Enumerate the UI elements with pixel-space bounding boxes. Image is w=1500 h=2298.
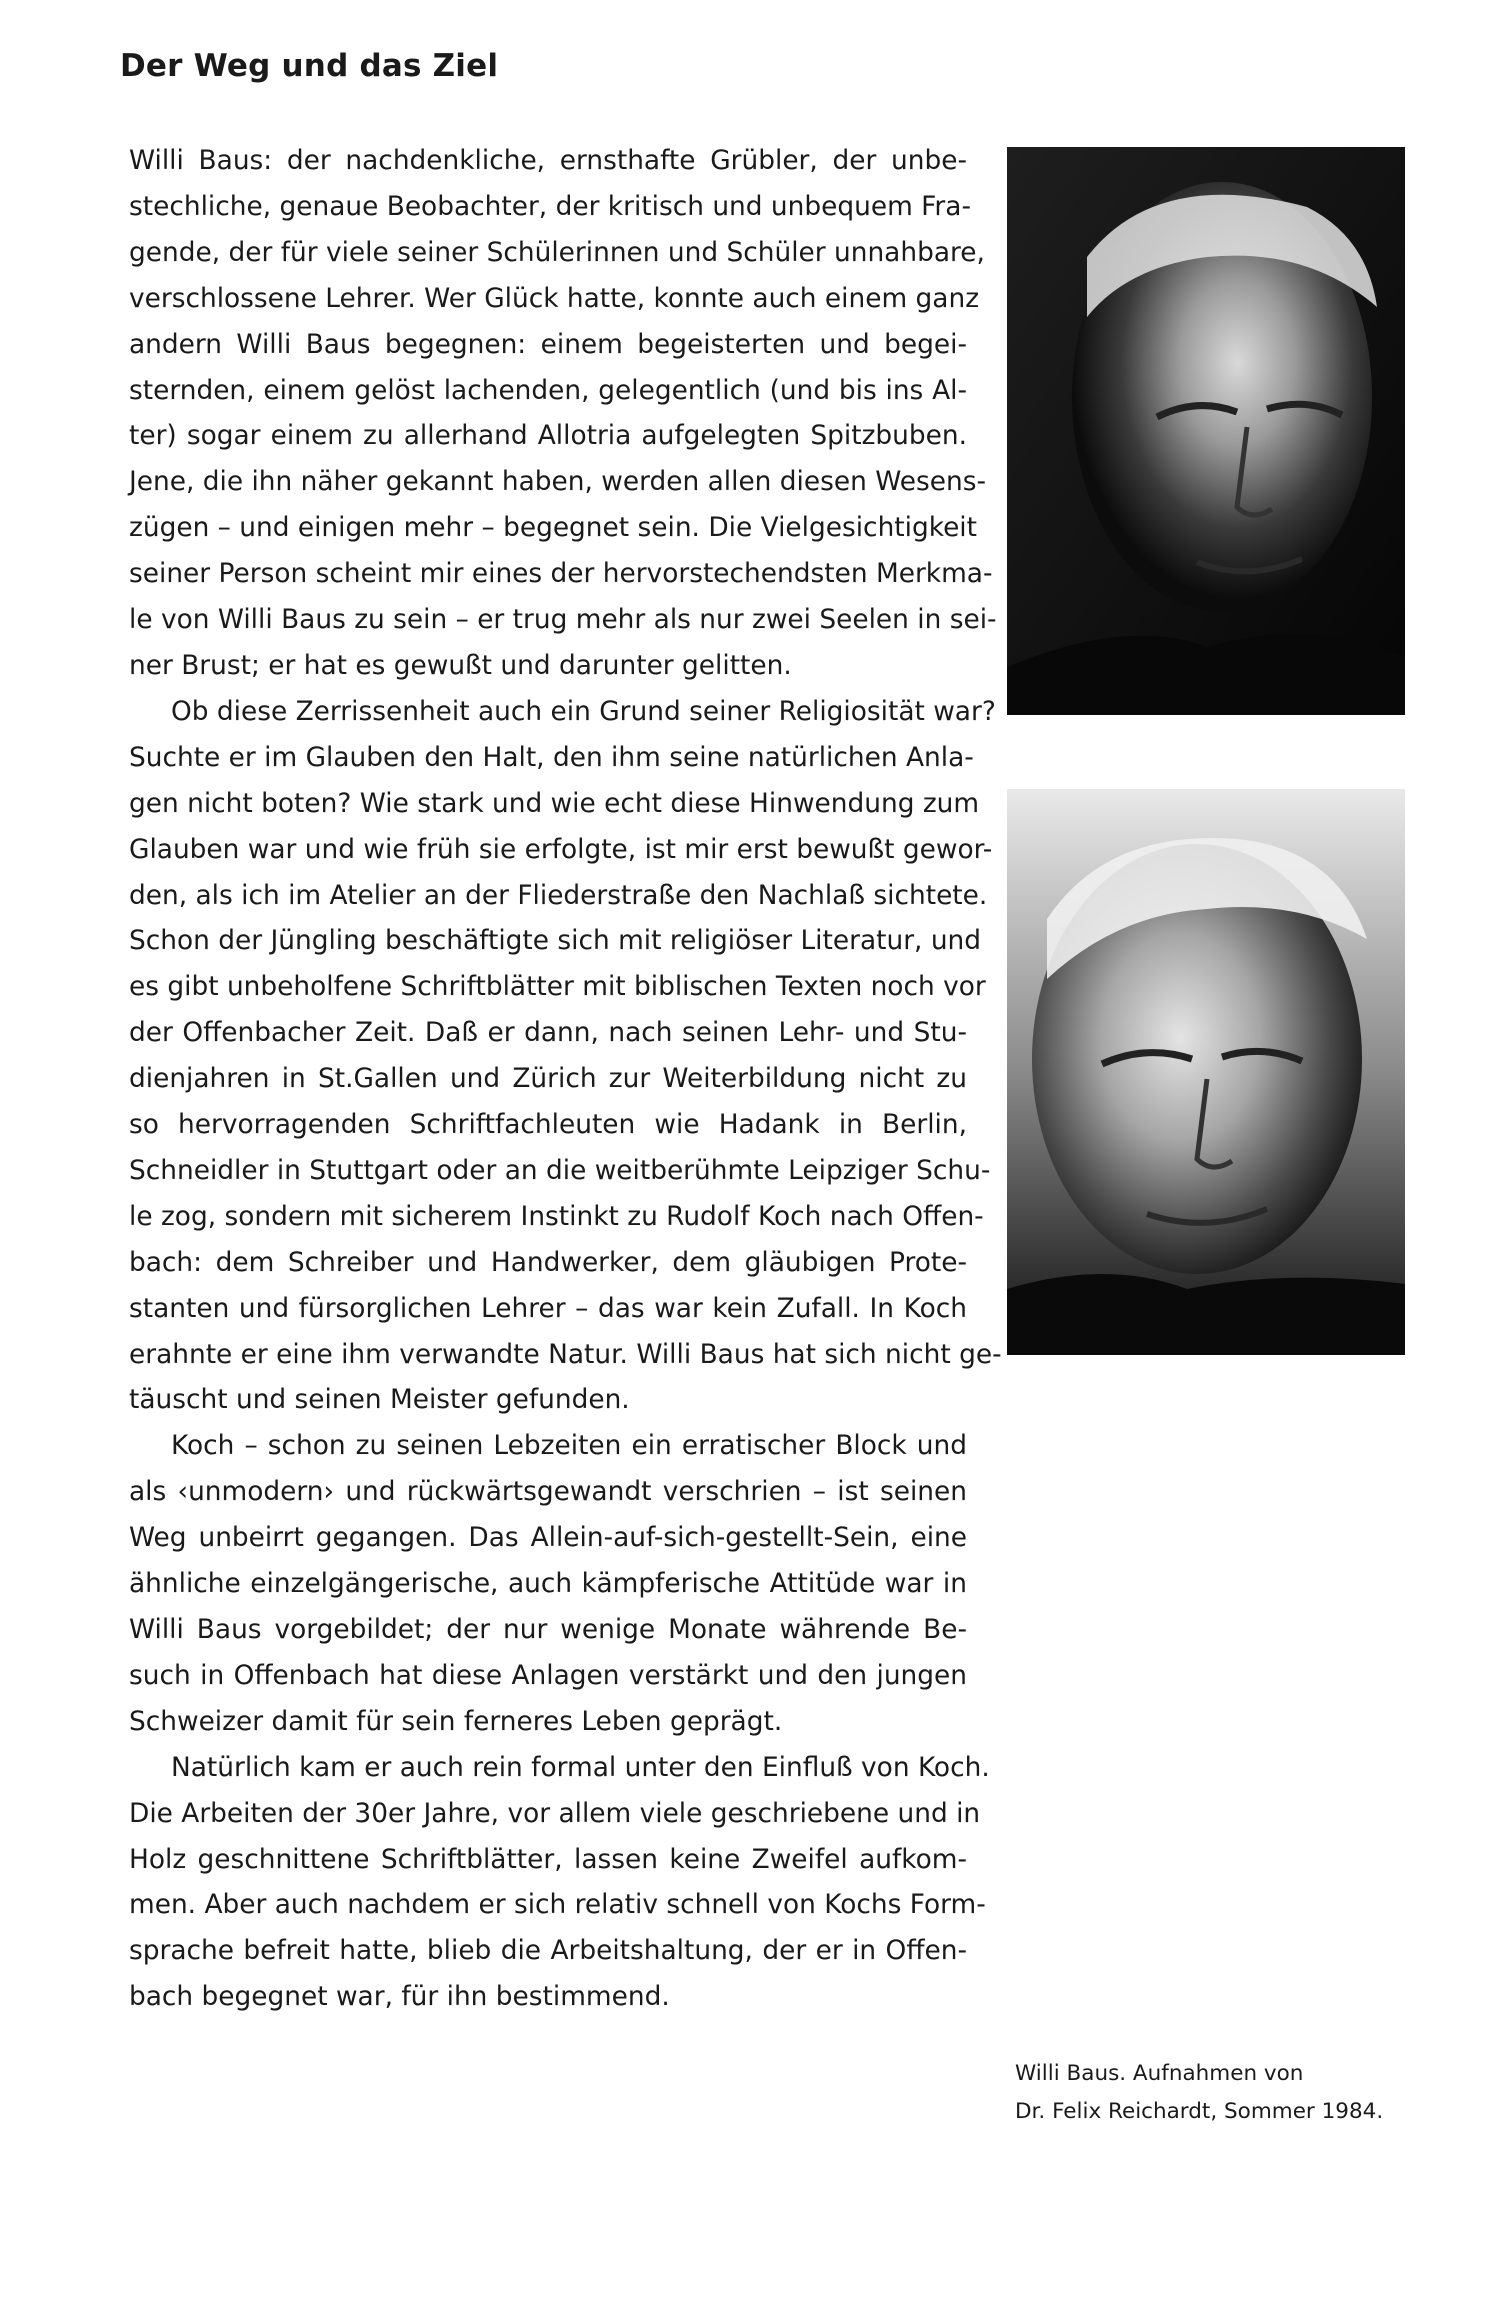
text-line: Koch – schon zu seinen Lebzeiten ein erratischer Block und bbox=[171, 1430, 967, 1462]
text-line: Natürlich kam er auch rein formal unter den Einfluß von Koch. bbox=[171, 1751, 990, 1783]
text-line: le von Willi Baus zu sein – er trug mehr als nur zwei Seelen in sei- bbox=[129, 604, 997, 636]
text-line: bach begegnet war, für ihn bestimmend. bbox=[129, 1981, 670, 2013]
portrait-1-image bbox=[1007, 147, 1405, 715]
text-line: täuscht und seinen Meister gefunden. bbox=[129, 1384, 630, 1416]
text-line: Schneidler in Stuttgart oder an die weitberühmte Leipziger Schu- bbox=[129, 1154, 991, 1186]
text-line: Schweizer damit für sein ferneres Leben geprägt. bbox=[129, 1705, 783, 1737]
text-line: den, als ich im Atelier an der Fliederstraße den Nachlaß sichtete. bbox=[129, 879, 988, 911]
paragraph bbox=[129, 1745, 990, 2020]
portrait-2-image bbox=[1007, 789, 1405, 1355]
page-title: Der Weg und das Ziel bbox=[120, 48, 499, 84]
text-line: es gibt unbeholfene Schriftblätter mit biblischen Texten noch vor bbox=[129, 971, 986, 1003]
text-line: le zog, sondern mit sicherem Instinkt zu Rudolf Koch nach Offen- bbox=[129, 1200, 984, 1232]
text-line: erahnte er eine ihm verwandte Natur. Willi Baus hat sich nicht ge- bbox=[129, 1338, 1002, 1370]
text-line: als ‹unmodern› und rückwärtsgewandt verschrien – ist seinen bbox=[129, 1476, 967, 1508]
paragraph bbox=[129, 689, 1002, 1424]
text-line: Jene, die ihn näher gekannt haben, werden allen diesen Wesens- bbox=[129, 466, 986, 498]
photo-caption bbox=[1015, 2055, 1383, 2131]
text-line: verschlossene Lehrer. Wer Glück hatte, konnte auch einem ganz bbox=[129, 282, 980, 314]
text-line: men. Aber auch nachdem er sich relativ schnell von Kochs Form- bbox=[129, 1889, 986, 1921]
text-line: Weg unbeirrt gegangen. Das Allein-auf-sich-gestellt-Sein, eine bbox=[129, 1522, 967, 1554]
text-line: ähnliche einzelgängerische, auch kämpferische Attitüde war in bbox=[129, 1568, 967, 1600]
text-line: ner Brust; er hat es gewußt und darunter gelitten. bbox=[129, 649, 792, 681]
text-line: Holz geschnittene Schriftblätter, lassen keine Zweifel aufkom- bbox=[129, 1843, 967, 1875]
text-line: Glauben war und wie früh sie erfolgte, ist mir erst bewußt gewor- bbox=[129, 833, 993, 865]
caption-line-2: Dr. Felix Reichardt, Sommer 1984. bbox=[1015, 2099, 1384, 2124]
text-line: stanten und fürsorglichen Lehrer – das war kein Zufall. In Koch bbox=[129, 1292, 967, 1324]
text-line: Willi Baus vorgebildet; der nur wenige Monate währende Be- bbox=[129, 1614, 967, 1645]
text-line: bach: dem Schreiber und Handwerker, dem gläubigen Prote- bbox=[129, 1246, 967, 1278]
text-line: seiner Person scheint mir eines der hervorstechendsten Merkma- bbox=[129, 558, 993, 590]
text-line: so hervorragenden Schriftfachleuten wie Hadank in Berlin, bbox=[129, 1109, 967, 1141]
portrait-photo-1 bbox=[1007, 147, 1405, 715]
text-line: sprache befreit hatte, blieb die Arbeitshaltung, der er in Offen- bbox=[129, 1935, 967, 1967]
text-line: andern Willi Baus begegnen: einem begeisterten und begei- bbox=[129, 328, 967, 360]
text-line: ter) sogar einem zu allerhand Allotria aufgelegten Spitzbuben. bbox=[129, 420, 967, 452]
caption-line-1: Willi Baus. Aufnahmen von bbox=[1015, 2061, 1304, 2086]
text-line: sternden, einem gelöst lachenden, gelegentlich (und bis ins Al- bbox=[129, 374, 967, 406]
portrait-photo-2 bbox=[1007, 789, 1405, 1355]
article-body bbox=[129, 138, 1002, 2020]
text-line: Die Arbeiten der 30er Jahre, vor allem viele geschriebene und in bbox=[129, 1797, 981, 1829]
text-line: dienjahren in St.Gallen und Zürich zur Weiterbildung nicht zu bbox=[129, 1063, 967, 1095]
text-line: zügen – und einigen mehr – begegnet sein. Die Vielgesichtigkeit bbox=[129, 512, 977, 544]
text-line: gende, der für viele seiner Schülerinnen und Schüler unnahbare, bbox=[129, 236, 985, 268]
text-line: such in Offenbach hat diese Anlagen verstärkt und den jungen bbox=[129, 1659, 967, 1691]
paragraph bbox=[129, 1423, 967, 1744]
text-line: stechliche, genaue Beobachter, der kritisch und unbequem Fra- bbox=[129, 190, 971, 222]
text-line: Ob diese Zerrissenheit auch ein Grund seiner Religiosität war? bbox=[171, 695, 996, 727]
text-line: Suchte er im Glauben den Halt, den ihm seine natürlichen Anla- bbox=[129, 741, 974, 773]
text-line: der Offenbacher Zeit. Daß er dann, nach seinen Lehr- und Stu- bbox=[129, 1017, 967, 1049]
text-line: Schon der Jüngling beschäftigte sich mit religiöser Literatur, und bbox=[129, 925, 982, 957]
paragraph bbox=[129, 138, 997, 689]
text-line: gen nicht boten? Wie stark und wie echt diese Hinwendung zum bbox=[129, 787, 980, 819]
text-line: Willi Baus: der nachdenkliche, ernsthafte Grübler, der unbe- bbox=[129, 145, 967, 176]
